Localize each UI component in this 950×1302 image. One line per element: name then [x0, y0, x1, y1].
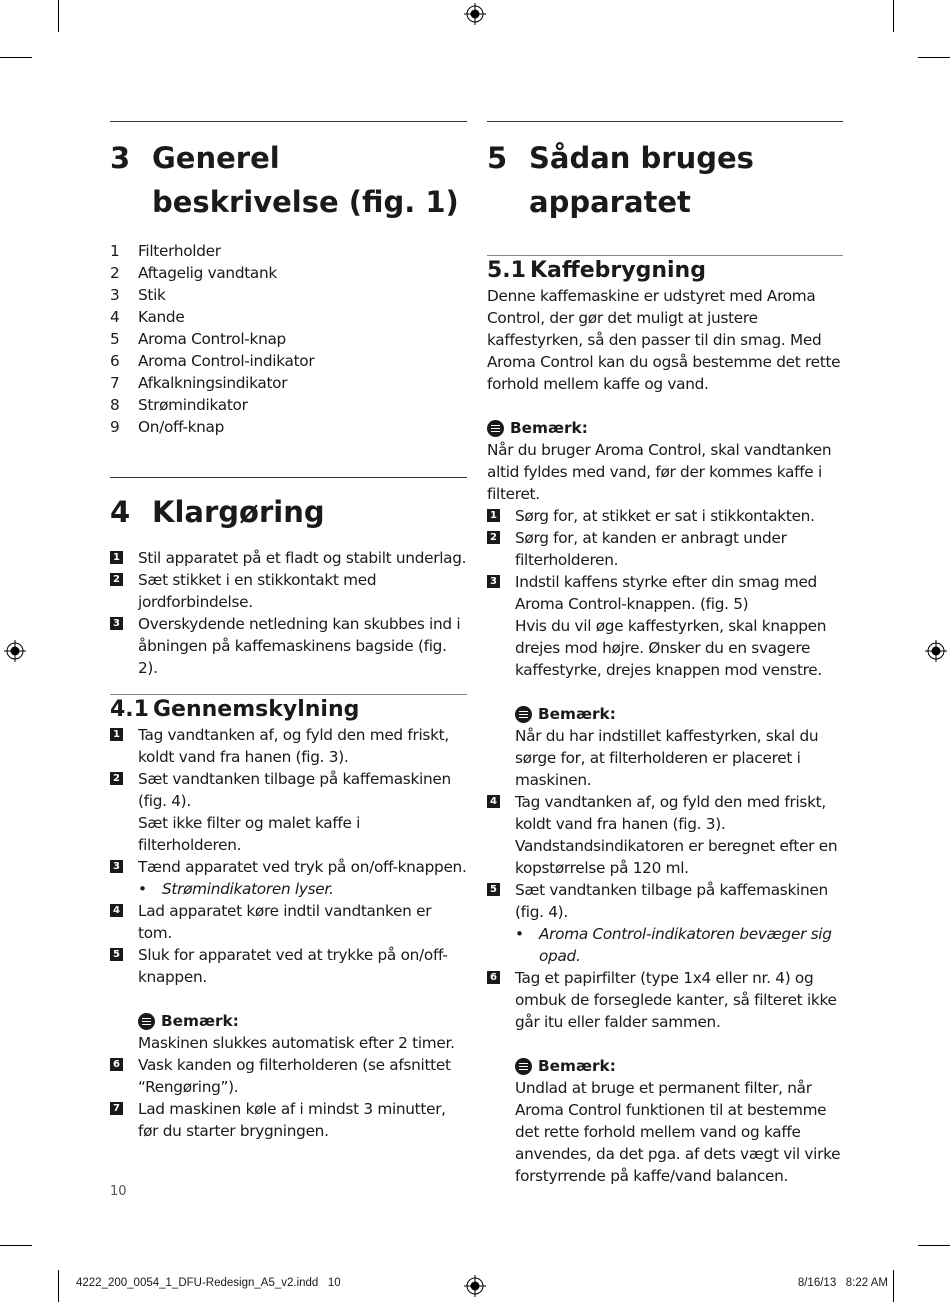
crop-mark: [918, 57, 950, 58]
chapter-title-line: beskrivelse (fig. 1): [152, 185, 459, 219]
step-item: 2 Sæt vandtanken tilbage på kaffemaskinen (fig. 4). Sæt ikke filter og malet kaffe i filterholderen.: [110, 768, 467, 856]
chapter-title-line: Sådan bruges: [529, 141, 754, 175]
registration-mark-icon: [4, 640, 26, 662]
step-number: 2: [110, 573, 123, 586]
crop-mark: [58, 1270, 59, 1302]
step-bullet: • Aroma Control-indikatoren bevæger sig opad.: [515, 925, 832, 965]
chapter-4-heading: [110, 490, 467, 534]
rinse-steps-continued: [110, 1054, 467, 1142]
note-label: Bemærk:: [538, 1057, 616, 1075]
footer-date-slug: 8/16/13 8:22 AM: [797, 1277, 888, 1289]
list-item: 3 Stik: [110, 286, 166, 304]
step-item: 3 Overskydende netledning kan skubbes ind i åbningen på kaffemaskinens bagside (fig. 2).: [110, 613, 467, 679]
note-text: Når du bruger Aroma Control, skal vandtanken altid fyldes med vand, før der kommes kaffe i filteret.: [487, 441, 832, 503]
list-item: 1 Filterholder: [110, 242, 221, 260]
step-number: 3: [487, 575, 500, 588]
note-block: [487, 417, 843, 505]
step-number: 1: [487, 509, 500, 522]
crop-mark: [893, 0, 894, 32]
step-item: 6 Tag et papirfilter (type 1x4 eller nr. 4) og ombuk de forseglede kanter, så filteret ikke går itu eller falder sammen.: [487, 967, 843, 1033]
step-bullet: • Strømindikatoren lyser.: [138, 880, 334, 898]
step-number: 3: [110, 860, 123, 873]
registration-mark-icon: [925, 640, 947, 662]
note-text: Når du har indstillet kaffestyrken, skal du sørge for, at filterholderen er placeret i maskinen.: [515, 727, 819, 789]
step-number: 5: [110, 948, 123, 961]
step-number: 4: [487, 795, 500, 808]
chapter-title-line: Generel: [152, 141, 280, 175]
step-number: 6: [110, 1058, 123, 1071]
step-item: 6 Vask kanden og filterholderen (se afsnittet “Rengøring”).: [110, 1054, 467, 1098]
intro-paragraph: Denne kaffemaskine er udstyret med Aroma Control, der gør det muligt at justere kaffestyrken, så den passer til din smag. Med Aroma Control kan du også bestemme det rette forhold mellem kaffe og vand.: [487, 287, 841, 393]
step-item: 2 Sørg for, at kanden er anbragt under filterholderen.: [487, 527, 843, 571]
note-label: Bemærk:: [161, 1012, 239, 1030]
step-item: 5 Sluk for apparatet ved at trykke på on/off-knappen.: [110, 944, 467, 988]
left-column: [110, 121, 467, 1142]
registration-mark-icon: [464, 1275, 486, 1297]
crop-mark: [58, 0, 59, 32]
note-label: Bemærk:: [510, 419, 588, 437]
chapter-number: 3: [110, 141, 131, 175]
note-icon: [515, 1058, 532, 1075]
chapter-number: 4: [110, 495, 131, 529]
chapter-number: 5: [487, 141, 508, 175]
setup-steps: [110, 547, 467, 679]
step-number: 1: [110, 551, 123, 564]
step-item: 4 Lad apparatet køre indtil vandtanken er tom.: [110, 900, 467, 944]
crop-mark: [918, 1245, 950, 1246]
note-icon: [515, 706, 532, 723]
chapter-5-heading: [487, 136, 843, 224]
chapter-3-heading: [110, 136, 467, 224]
note-icon: [138, 1013, 155, 1030]
step-item: 4 Tag vandtanken af, og fyld den med friskt, koldt vand fra hanen (fig. 3). Vandstandsindikatoren er beregnet efter en kopstørrelse på 120 ml.: [487, 791, 843, 879]
list-item: 7 Afkalkningsindikator: [110, 374, 288, 392]
footer-file-slug: 4222_200_0054_1_DFU-Redesign_A5_v2.indd 10: [76, 1277, 341, 1289]
note-block: [515, 1055, 843, 1187]
list-item: 9 On/off-knap: [110, 418, 225, 436]
subsection-rule: [487, 255, 843, 256]
step-number: 3: [110, 617, 123, 630]
step-item: 1 Stil apparatet på et fladt og stabilt underlag.: [110, 547, 467, 569]
list-item: 8 Strømindikator: [110, 396, 248, 414]
step-number: 5: [487, 883, 500, 896]
step-item: 5 Sæt vandtanken tilbage på kaffemaskinen (fig. 4).: [487, 879, 843, 923]
rinse-steps: [110, 724, 467, 988]
step-item: 1 Tag vandtanken af, og fyld den med friskt, koldt vand fra hanen (fig. 3).: [110, 724, 467, 768]
chapter-title-line: apparatet: [529, 185, 691, 219]
section-rule: [110, 477, 467, 478]
step-number: 2: [110, 772, 123, 785]
note-block: [515, 703, 843, 791]
step-item: 2 Sæt stikket i en stikkontakt med jordforbindelse.: [110, 569, 467, 613]
crop-mark: [0, 1245, 32, 1246]
step-number: 1: [110, 728, 123, 741]
step-number: 2: [487, 531, 500, 544]
note-label: Bemærk:: [538, 705, 616, 723]
section-5-1-heading: 5.1 Kaffebrygning: [487, 258, 706, 283]
right-column: [487, 121, 843, 1187]
subsection-rule: [110, 694, 467, 695]
list-item: 5 Aroma Control-knap: [110, 330, 286, 348]
list-item: 2 Aftagelig vandtank: [110, 264, 277, 282]
crop-mark: [893, 1270, 894, 1302]
section-rule: [110, 121, 467, 122]
crop-mark: [0, 57, 32, 58]
step-item: 3 Indstil kaffens styrke efter din smag med Aroma Control-knappen. (fig. 5) Hvis du vil øge kaffestyrken, skal knappen drejes mod højre. Ønsker du en svagere kaffestyrke, drejes knappen mod venstre.: [487, 571, 843, 681]
chapter-title: Klargøring: [152, 495, 325, 529]
brew-steps-continued: [487, 791, 843, 1033]
note-block: [138, 1010, 467, 1054]
registration-mark-icon: [464, 3, 486, 25]
note-text: Maskinen slukkes automatisk efter 2 timer.: [138, 1034, 455, 1052]
section-4-1-heading: 4.1 Gennemskylning: [110, 697, 360, 722]
note-icon: [487, 420, 504, 437]
page-number: 10: [110, 1184, 127, 1199]
parts-list: [110, 240, 467, 438]
step-number: 4: [110, 904, 123, 917]
note-text: Undlad at bruge et permanent filter, når Aroma Control funktionen til at bestemme det rette forhold mellem vand og kaffe anvendes, da det pga. af dets vægt vil virke forstyrrende på kaffe/vand balancen.: [515, 1079, 841, 1185]
step-item: 3 Tænd apparatet ved tryk på on/off-knappen.: [110, 856, 467, 878]
list-item: 6 Aroma Control-indikator: [110, 352, 315, 370]
step-item: 7 Lad maskinen køle af i mindst 3 minutter, før du starter brygningen.: [110, 1098, 467, 1142]
step-number: 6: [487, 971, 500, 984]
step-item: 1 Sørg for, at stikket er sat i stikkontakten.: [487, 505, 843, 527]
section-rule: [487, 121, 843, 122]
list-item: 4 Kande: [110, 308, 185, 326]
brew-steps: [487, 505, 843, 681]
step-number: 7: [110, 1102, 123, 1115]
